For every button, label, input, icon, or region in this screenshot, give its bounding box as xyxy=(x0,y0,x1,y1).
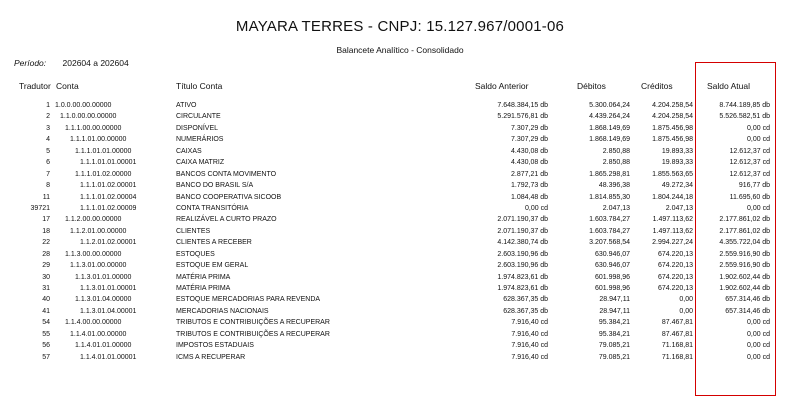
row-conta: 1.1.1.01.02.00000 xyxy=(75,170,132,178)
row-debitos: 630.946,07 xyxy=(594,250,630,258)
table-row xyxy=(0,214,800,225)
table-row xyxy=(0,123,800,134)
row-creditos: 1.875.456,98 xyxy=(652,136,693,144)
row-titulo: CIRCULANTE xyxy=(176,113,221,121)
row-conta: 1.1.4.01.00.00000 xyxy=(70,330,127,338)
row-saldo-anterior: 2.071.190,37 db xyxy=(497,216,548,224)
row-debitos: 28.947,11 xyxy=(599,296,630,304)
period-info xyxy=(14,58,129,68)
col-debitos: Débitos xyxy=(577,81,606,91)
row-saldo-atual: 8.744.189,85 db xyxy=(719,102,770,109)
row-tradutor: 6 xyxy=(46,159,50,167)
row-titulo: CONTA TRANSITÓRIA xyxy=(176,204,249,212)
row-tradutor: 5 xyxy=(46,147,50,155)
row-titulo: ESTOQUES xyxy=(176,250,215,258)
row-saldo-anterior: 0,00 cd xyxy=(525,204,548,212)
row-tradutor: 1 xyxy=(46,102,50,109)
row-saldo-atual: 0,00 cd xyxy=(747,136,770,144)
row-saldo-anterior: 1.974.823,61 db xyxy=(497,273,548,281)
row-conta: 1.1.3.01.04.00000 xyxy=(75,296,132,304)
row-saldo-atual: 1.902.602,44 db xyxy=(719,273,770,281)
row-titulo: BANCO DO BRASIL S/A xyxy=(176,182,254,190)
row-creditos: 674.220,13 xyxy=(657,250,693,258)
row-saldo-atual: 5.526.582,51 db xyxy=(719,113,770,121)
row-creditos: 674.220,13 xyxy=(657,273,693,281)
row-debitos: 79.085,21 xyxy=(598,353,630,361)
col-conta: Conta xyxy=(56,81,79,91)
report-title: MAYARA TERRES - CNPJ: 15.127.967/0001-06 xyxy=(235,18,565,35)
col-creditos: Créditos xyxy=(641,81,673,91)
row-conta: 1.0.0.00.00.00000 xyxy=(55,102,112,109)
row-saldo-atual: 1.902.602,44 db xyxy=(719,285,770,292)
row-saldo-atual: 12.612,37 cd xyxy=(729,159,770,167)
row-titulo: BANCO COOPERATIVA SICOOB xyxy=(176,193,282,201)
row-saldo-anterior: 628.367,35 db xyxy=(503,296,548,304)
table-row xyxy=(0,294,800,305)
row-saldo-atual: 2.559.916,90 db xyxy=(719,262,770,270)
col-saldo-anterior: Saldo Anterior xyxy=(475,81,529,91)
period-label: Período: xyxy=(14,58,47,68)
row-creditos: 2.047,13 xyxy=(665,204,693,212)
row-tradutor: 39721 xyxy=(30,204,50,212)
row-tradutor: 56 xyxy=(42,342,50,350)
row-creditos: 674.220,13 xyxy=(657,285,693,292)
row-conta: 1.1.4.00.00.00000 xyxy=(65,319,122,327)
row-saldo-atual: 0,00 cd xyxy=(747,204,770,212)
col-titulo: Título Conta xyxy=(176,81,223,91)
row-creditos: 1.497.113,62 xyxy=(652,227,693,235)
row-tradutor: 11 xyxy=(42,193,50,201)
row-creditos: 1.497.113,62 xyxy=(652,216,693,224)
row-saldo-atual: 4.355.722,04 db xyxy=(719,239,770,247)
row-tradutor: 57 xyxy=(42,353,50,361)
table-row xyxy=(0,329,800,340)
row-tradutor: 3 xyxy=(46,124,50,132)
row-tradutor: 7 xyxy=(46,170,50,178)
row-debitos: 1.865.298,81 xyxy=(589,170,630,178)
row-titulo: TRIBUTOS E CONTRIBUIÇÕES A RECUPERAR xyxy=(176,330,330,338)
row-saldo-anterior: 628.367,35 db xyxy=(503,307,548,315)
row-saldo-atual: 2.559.916,90 db xyxy=(719,250,770,258)
row-conta: 1.1.3.00.00.00000 xyxy=(65,250,122,258)
row-tradutor: 28 xyxy=(42,250,50,258)
row-titulo: NUMERÁRIOS xyxy=(176,136,224,144)
row-tradutor: 41 xyxy=(42,307,50,315)
row-titulo: MATÉRIA PRIMA xyxy=(176,285,231,292)
row-creditos: 2.994.227,24 xyxy=(652,239,693,247)
row-creditos: 19.893,33 xyxy=(661,147,693,155)
row-saldo-atual: 12.612,37 cd xyxy=(729,147,770,155)
row-debitos: 2.850,88 xyxy=(602,159,630,167)
table-row xyxy=(0,100,800,111)
row-saldo-anterior: 1.084,48 db xyxy=(511,193,548,201)
row-titulo: ESTOQUE MERCADORIAS PARA REVENDA xyxy=(176,296,321,304)
row-saldo-anterior: 7.916,40 cd xyxy=(511,342,548,350)
column-headers xyxy=(0,81,800,93)
row-creditos: 87.467,81 xyxy=(661,319,693,327)
row-conta: 1.1.2.00.00.00000 xyxy=(65,216,122,224)
row-titulo: ESTOQUE EM GERAL xyxy=(176,262,249,270)
row-debitos: 4.439.264,24 xyxy=(589,113,630,121)
table-row xyxy=(0,260,800,271)
row-creditos: 1.855.563,65 xyxy=(652,170,693,178)
row-saldo-anterior: 7.307,29 db xyxy=(511,124,548,132)
row-tradutor: 55 xyxy=(42,330,50,338)
row-saldo-atual: 0,00 cd xyxy=(747,342,770,350)
row-debitos: 601.998,96 xyxy=(594,273,630,281)
row-conta: 1.1.4.01.01.00000 xyxy=(75,342,132,350)
table-row xyxy=(0,352,800,363)
row-saldo-anterior: 2.877,21 db xyxy=(511,170,548,178)
col-saldo-atual: Saldo Atual xyxy=(707,81,751,91)
table-row xyxy=(0,180,800,191)
row-saldo-anterior: 7.916,40 cd xyxy=(511,330,548,338)
row-creditos: 1.875.456,98 xyxy=(652,124,693,132)
row-conta: 1.1.1.01.02.00004 xyxy=(80,193,137,201)
row-debitos: 95.384,21 xyxy=(598,319,630,327)
table-row xyxy=(0,249,800,260)
row-saldo-anterior: 2.603.190,96 db xyxy=(497,262,548,270)
row-saldo-anterior: 1.974.823,61 db xyxy=(497,285,548,292)
row-titulo: IMPOSTOS ESTADUAIS xyxy=(176,342,254,350)
row-tradutor: 18 xyxy=(42,227,50,235)
row-conta: 1.1.3.01.01.00000 xyxy=(75,273,132,281)
row-tradutor: 4 xyxy=(46,136,50,144)
row-conta: 1.1.1.01.02.00001 xyxy=(80,182,137,190)
row-debitos: 1.603.784,27 xyxy=(589,227,630,235)
table-row xyxy=(0,192,800,203)
row-saldo-anterior: 7.916,40 cd xyxy=(511,353,548,361)
row-saldo-atual: 2.177.861,02 db xyxy=(719,216,770,224)
row-tradutor: 40 xyxy=(42,296,50,304)
row-creditos: 71.168,81 xyxy=(661,342,693,350)
row-conta: 1.1.1.00.00.00000 xyxy=(65,124,122,132)
row-titulo: CAIXAS xyxy=(176,147,202,155)
row-saldo-anterior: 7.307,29 db xyxy=(511,136,548,144)
row-saldo-anterior: 7.916,40 cd xyxy=(511,319,548,327)
row-debitos: 630.946,07 xyxy=(594,262,630,270)
table-row xyxy=(0,306,800,317)
row-conta: 1.1.4.01.01.00001 xyxy=(80,353,137,361)
row-debitos: 1.868.149,69 xyxy=(589,136,630,144)
row-saldo-anterior: 2.071.190,37 db xyxy=(497,227,548,235)
row-saldo-anterior: 4.430,08 db xyxy=(511,147,548,155)
table-row xyxy=(0,272,800,283)
row-saldo-anterior: 4.142.380,74 db xyxy=(497,239,548,247)
row-conta: 1.1.2.01.00.00000 xyxy=(70,227,127,235)
row-debitos: 3.207.568,54 xyxy=(589,239,630,247)
row-saldo-atual: 11.695,60 db xyxy=(729,193,770,201)
row-debitos: 79.085,21 xyxy=(598,342,630,350)
row-debitos: 2.047,13 xyxy=(602,204,630,212)
row-titulo: DISPONÍVEL xyxy=(176,124,219,132)
row-conta: 1.1.1.01.01.00000 xyxy=(75,147,132,155)
table-row xyxy=(0,340,800,351)
row-saldo-atual: 2.177.861,02 db xyxy=(719,227,770,235)
table-row xyxy=(0,283,800,294)
row-creditos: 0,00 xyxy=(679,296,693,304)
row-conta: 1.1.0.00.00.00000 xyxy=(60,113,117,121)
row-tradutor: 2 xyxy=(46,113,50,121)
row-tradutor: 17 xyxy=(42,216,50,224)
row-titulo: CLIENTES A RECEBER xyxy=(176,239,252,247)
saldo-atual-highlight-box xyxy=(695,62,776,396)
row-saldo-atual: 657.314,46 db xyxy=(725,307,770,315)
row-tradutor: 29 xyxy=(42,262,50,270)
row-creditos: 4.204.258,54 xyxy=(652,113,693,121)
row-saldo-atual: 12.612,37 cd xyxy=(729,170,770,178)
col-tradutor: Tradutor xyxy=(19,81,51,91)
row-conta: 1.1.1.01.01.00001 xyxy=(80,159,137,167)
row-debitos: 28.947,11 xyxy=(599,307,630,315)
row-tradutor: 30 xyxy=(42,273,50,281)
balance-table xyxy=(0,100,800,363)
row-debitos: 601.998,96 xyxy=(594,285,630,292)
table-row xyxy=(0,226,800,237)
row-titulo: ATIVO xyxy=(176,102,197,109)
row-saldo-atual: 916,77 db xyxy=(738,182,770,190)
row-debitos: 1.603.784,27 xyxy=(589,216,630,224)
row-conta: 1.1.3.01.00.00000 xyxy=(70,262,127,270)
row-debitos: 1.814.855,30 xyxy=(589,193,630,201)
row-creditos: 674.220,13 xyxy=(657,262,693,270)
row-creditos: 19.893,33 xyxy=(661,159,693,167)
row-titulo: REALIZÁVEL A CURTO PRAZO xyxy=(176,216,277,224)
table-row xyxy=(0,203,800,214)
row-tradutor: 22 xyxy=(42,239,50,247)
row-creditos: 49.272,34 xyxy=(661,182,693,190)
row-saldo-anterior: 4.430,08 db xyxy=(511,159,548,167)
row-titulo: CAIXA MATRIZ xyxy=(176,159,225,167)
row-saldo-anterior: 1.792,73 db xyxy=(511,182,548,190)
row-titulo: BANCOS CONTA MOVIMENTO xyxy=(176,170,277,178)
row-creditos: 1.804.244,18 xyxy=(652,193,693,201)
period-value: 202604 a 202604 xyxy=(62,58,129,68)
row-tradutor: 8 xyxy=(46,182,50,190)
row-conta: 1.1.1.01.00.00000 xyxy=(70,136,127,144)
row-tradutor: 31 xyxy=(42,285,50,292)
row-creditos: 4.204.258,54 xyxy=(652,102,693,109)
row-creditos: 71.168,81 xyxy=(661,353,693,361)
row-debitos: 48.396,38 xyxy=(598,182,630,190)
row-titulo: ICMS A RECUPERAR xyxy=(176,353,246,361)
table-row xyxy=(0,317,800,328)
row-saldo-atual: 0,00 cd xyxy=(747,353,770,361)
row-saldo-atual: 0,00 cd xyxy=(747,330,770,338)
row-saldo-anterior: 2.603.190,96 db xyxy=(497,250,548,258)
row-titulo: CLIENTES xyxy=(176,227,211,235)
table-row xyxy=(0,157,800,168)
row-saldo-anterior: 5.291.576,81 db xyxy=(497,113,548,121)
row-titulo: MERCADORIAS NACIONAIS xyxy=(176,307,269,315)
table-row xyxy=(0,111,800,122)
row-debitos: 1.868.149,69 xyxy=(589,124,630,132)
row-tradutor: 54 xyxy=(42,319,50,327)
row-creditos: 0,00 xyxy=(679,307,693,315)
report-subtitle: Balancete Analítico - Consolidado xyxy=(336,45,464,55)
row-titulo: TRIBUTOS E CONTRIBUIÇÕES A RECUPERAR xyxy=(176,319,330,327)
row-conta: 1.1.2.01.02.00001 xyxy=(80,239,137,247)
table-row xyxy=(0,169,800,180)
row-debitos: 95.384,21 xyxy=(598,330,630,338)
row-conta: 1.1.3.01.01.00001 xyxy=(80,285,137,292)
row-saldo-atual: 0,00 cd xyxy=(747,319,770,327)
row-saldo-atual: 657.314,46 db xyxy=(725,296,770,304)
row-conta: 1.1.3.01.04.00001 xyxy=(80,307,137,315)
row-debitos: 2.850,88 xyxy=(602,147,630,155)
row-debitos: 5.300.064,24 xyxy=(589,102,630,109)
row-saldo-atual: 0,00 cd xyxy=(747,124,770,132)
row-creditos: 87.467,81 xyxy=(661,330,693,338)
table-row xyxy=(0,237,800,248)
row-titulo: MATÉRIA PRIMA xyxy=(176,273,231,281)
row-conta: 1.1.1.01.02.00009 xyxy=(80,204,137,212)
table-row xyxy=(0,146,800,157)
row-saldo-anterior: 7.648.384,15 db xyxy=(497,102,548,109)
table-row xyxy=(0,134,800,145)
